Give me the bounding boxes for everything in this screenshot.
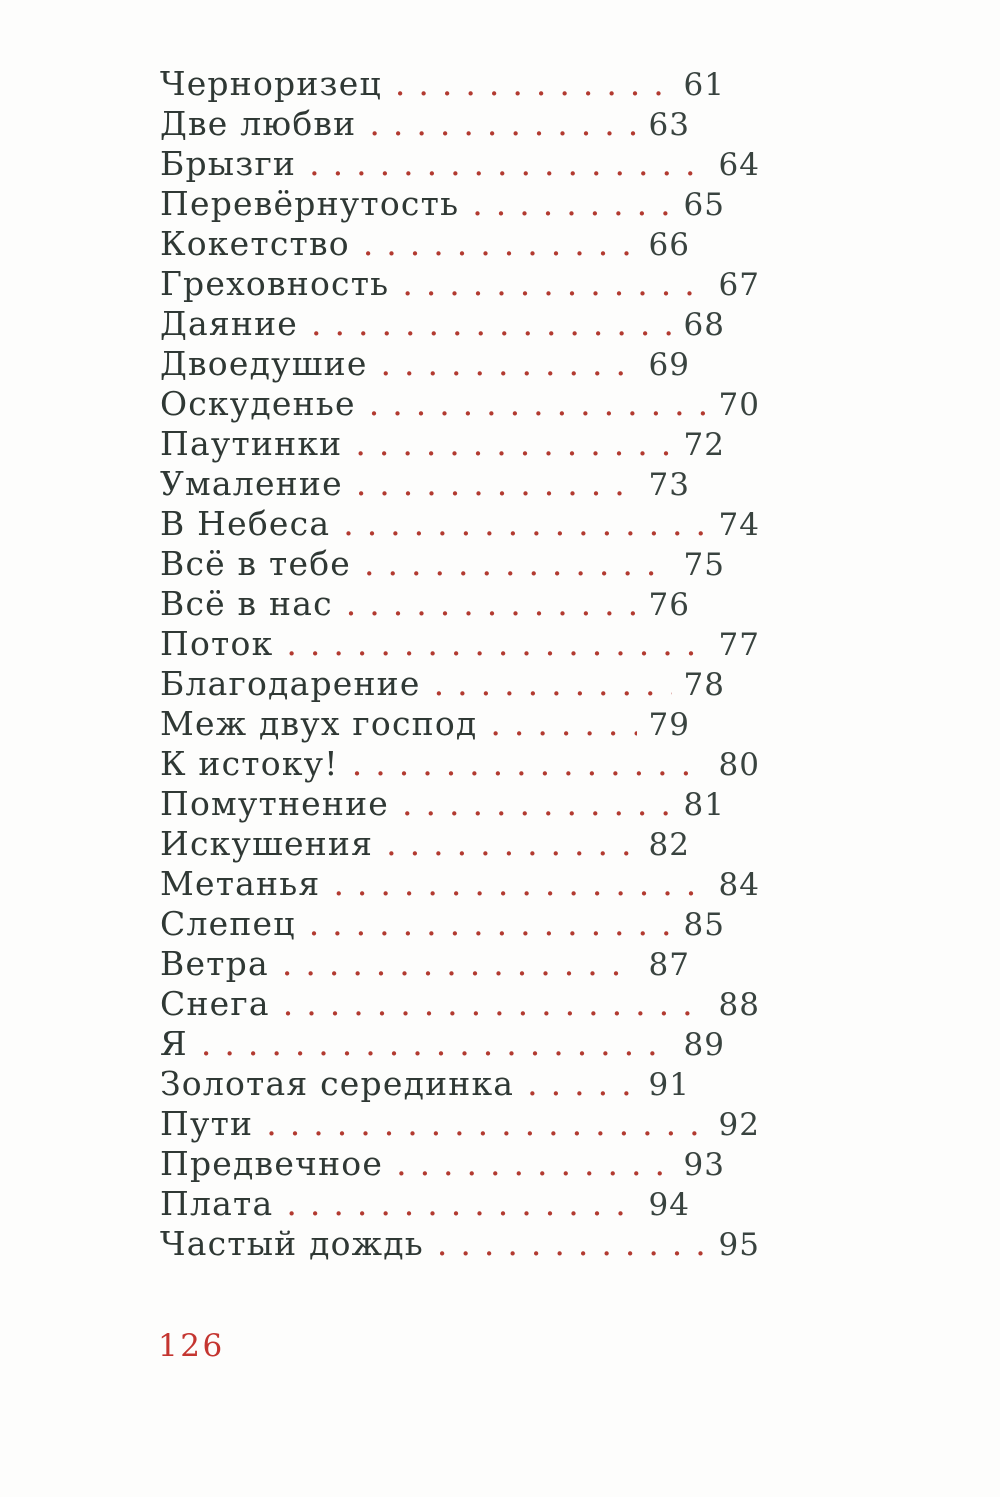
toc-entry-title: Перевёрнутость bbox=[160, 184, 460, 223]
toc-entry bbox=[160, 984, 760, 1024]
dot-leader bbox=[350, 224, 637, 264]
toc-entry-title: Плата bbox=[160, 1184, 274, 1223]
toc-entry bbox=[160, 824, 690, 864]
dot-leader bbox=[514, 1064, 636, 1104]
toc-entry-page-number: 66 bbox=[648, 227, 690, 263]
toc-entry bbox=[160, 304, 725, 344]
toc-entry-page-number: 80 bbox=[718, 747, 760, 783]
toc-entry-title: Ветра bbox=[160, 944, 269, 983]
dot-leader bbox=[269, 944, 637, 984]
dot-leader bbox=[253, 1104, 706, 1144]
toc-entry-title: Брызги bbox=[160, 144, 297, 183]
toc-entry-page-number: 72 bbox=[683, 427, 725, 463]
toc-entry bbox=[160, 744, 760, 784]
toc-entry-title: Золотая серединка bbox=[160, 1064, 515, 1103]
toc-entry-title: Паутинки bbox=[160, 424, 343, 463]
dot-leader bbox=[296, 144, 706, 184]
toc-entry bbox=[160, 1184, 690, 1224]
dot-leader bbox=[273, 624, 706, 664]
toc-entry-page-number: 94 bbox=[648, 1187, 690, 1223]
toc-entry-page-number: 68 bbox=[683, 307, 725, 343]
toc-entry-page-number: 93 bbox=[683, 1147, 725, 1183]
toc-entry bbox=[160, 184, 725, 224]
toc-entry-page-number: 87 bbox=[648, 947, 690, 983]
toc-entry-title: Меж двух господ bbox=[160, 704, 478, 743]
dot-leader bbox=[298, 304, 672, 344]
dot-leader bbox=[382, 64, 672, 104]
toc-entry-page-number: 73 bbox=[648, 467, 690, 503]
dot-leader bbox=[477, 704, 636, 744]
toc-entry-page-number: 84 bbox=[718, 867, 760, 903]
toc-entry-title: Умаление bbox=[160, 464, 343, 503]
toc-entry bbox=[160, 224, 690, 264]
toc-entry-page-number: 74 bbox=[718, 507, 760, 543]
dot-leader bbox=[421, 664, 672, 704]
dot-leader bbox=[389, 784, 672, 824]
dot-leader bbox=[368, 344, 637, 384]
toc-entry bbox=[160, 904, 725, 944]
dot-leader bbox=[330, 504, 706, 544]
toc-entry-title: Даяние bbox=[160, 304, 299, 343]
toc-entry-page-number: 79 bbox=[648, 707, 690, 743]
dot-leader bbox=[351, 544, 672, 584]
toc-entry-page-number: 92 bbox=[718, 1107, 760, 1143]
toc-entry-page-number: 64 bbox=[718, 147, 760, 183]
folio-page-number: 126 bbox=[158, 1328, 225, 1364]
dot-leader bbox=[343, 464, 637, 504]
toc-entry bbox=[160, 864, 760, 904]
toc-entry bbox=[160, 264, 760, 304]
toc-entry-title: В Небеса bbox=[160, 504, 331, 543]
toc-entry-page-number: 81 bbox=[683, 787, 725, 823]
toc-entry-page-number: 67 bbox=[718, 267, 760, 303]
toc-entry-title: Кокетство bbox=[160, 224, 350, 263]
toc-entry-page-number: 89 bbox=[683, 1027, 725, 1063]
toc-entry-page-number: 77 bbox=[718, 627, 760, 663]
toc-entry-title: Снега bbox=[160, 984, 270, 1023]
toc-entry bbox=[160, 424, 725, 464]
toc-entry-title: Пути bbox=[160, 1104, 254, 1143]
toc-entry bbox=[160, 504, 760, 544]
toc-entry-page-number: 61 bbox=[683, 67, 725, 103]
toc-entry-page-number: 65 bbox=[683, 187, 725, 223]
toc-entry-title: Двоедушие bbox=[160, 344, 368, 383]
toc-entry-page-number: 85 bbox=[683, 907, 725, 943]
toc-entry bbox=[160, 544, 725, 584]
toc-entry-title: Оскуденье bbox=[160, 384, 356, 423]
dot-leader bbox=[270, 984, 707, 1024]
toc-entry-page-number: 69 bbox=[648, 347, 690, 383]
dot-leader bbox=[333, 584, 637, 624]
dot-leader bbox=[342, 424, 671, 464]
dot-leader bbox=[459, 184, 671, 224]
toc-entry bbox=[160, 1104, 760, 1144]
toc-entry-title: Метанья bbox=[160, 864, 321, 903]
toc-entry bbox=[160, 664, 725, 704]
toc-entry bbox=[160, 384, 760, 424]
dot-leader bbox=[389, 264, 706, 304]
toc-entry-title: Греховность bbox=[160, 264, 390, 303]
toc-entry-title: Всё в тебе bbox=[160, 544, 352, 583]
toc-entry-title: Я bbox=[160, 1024, 188, 1063]
toc-entry bbox=[160, 704, 690, 744]
toc-entry bbox=[160, 944, 690, 984]
toc-entry bbox=[160, 344, 690, 384]
toc-entry bbox=[160, 1064, 690, 1104]
toc-entry-title: Предвечное bbox=[160, 1144, 384, 1183]
toc-entry-title: Искушения bbox=[160, 824, 374, 863]
toc-entry bbox=[160, 584, 690, 624]
toc-entry-title: Поток bbox=[160, 624, 274, 663]
dot-leader bbox=[339, 744, 707, 784]
toc-entry-page-number: 91 bbox=[648, 1067, 690, 1103]
toc-entry-page-number: 95 bbox=[718, 1227, 760, 1263]
toc-entry bbox=[160, 1144, 725, 1184]
dot-leader bbox=[373, 824, 636, 864]
toc-entry-page-number: 75 bbox=[683, 547, 725, 583]
toc-entry-title: Всё в нас bbox=[160, 584, 333, 623]
toc-entry-title: Благодарение bbox=[160, 664, 421, 703]
dot-leader bbox=[356, 104, 636, 144]
toc-entry bbox=[160, 64, 725, 104]
toc-entry-title: К истоку! bbox=[160, 744, 339, 783]
toc-entry-page-number: 88 bbox=[718, 987, 760, 1023]
toc-entry bbox=[160, 104, 690, 144]
dot-leader bbox=[383, 1144, 671, 1184]
dot-leader bbox=[424, 1224, 707, 1264]
toc-entry bbox=[160, 1224, 760, 1264]
toc-entry-page-number: 82 bbox=[648, 827, 690, 863]
toc-entry bbox=[160, 1024, 725, 1064]
dot-leader bbox=[320, 864, 706, 904]
toc-entry-page-number: 63 bbox=[648, 107, 690, 143]
toc-entry-title: Черноризец bbox=[160, 64, 382, 103]
toc-entry-title: Помутнение bbox=[160, 784, 390, 823]
toc-entry bbox=[160, 464, 690, 504]
toc-entry bbox=[160, 784, 725, 824]
toc-entry bbox=[160, 144, 760, 184]
toc-entry-page-number: 76 bbox=[648, 587, 690, 623]
toc-entry bbox=[160, 624, 760, 664]
dot-leader bbox=[356, 384, 707, 424]
dot-leader bbox=[188, 1024, 672, 1064]
toc-entry-title: Две любви bbox=[160, 104, 357, 143]
toc-entry-title: Частый дождь bbox=[160, 1224, 424, 1263]
toc-entry-page-number: 70 bbox=[718, 387, 760, 423]
dot-leader bbox=[296, 904, 672, 944]
toc-entry-page-number: 78 bbox=[683, 667, 725, 703]
dot-leader bbox=[273, 1184, 636, 1224]
toc-entry-title: Слепец bbox=[160, 904, 296, 943]
